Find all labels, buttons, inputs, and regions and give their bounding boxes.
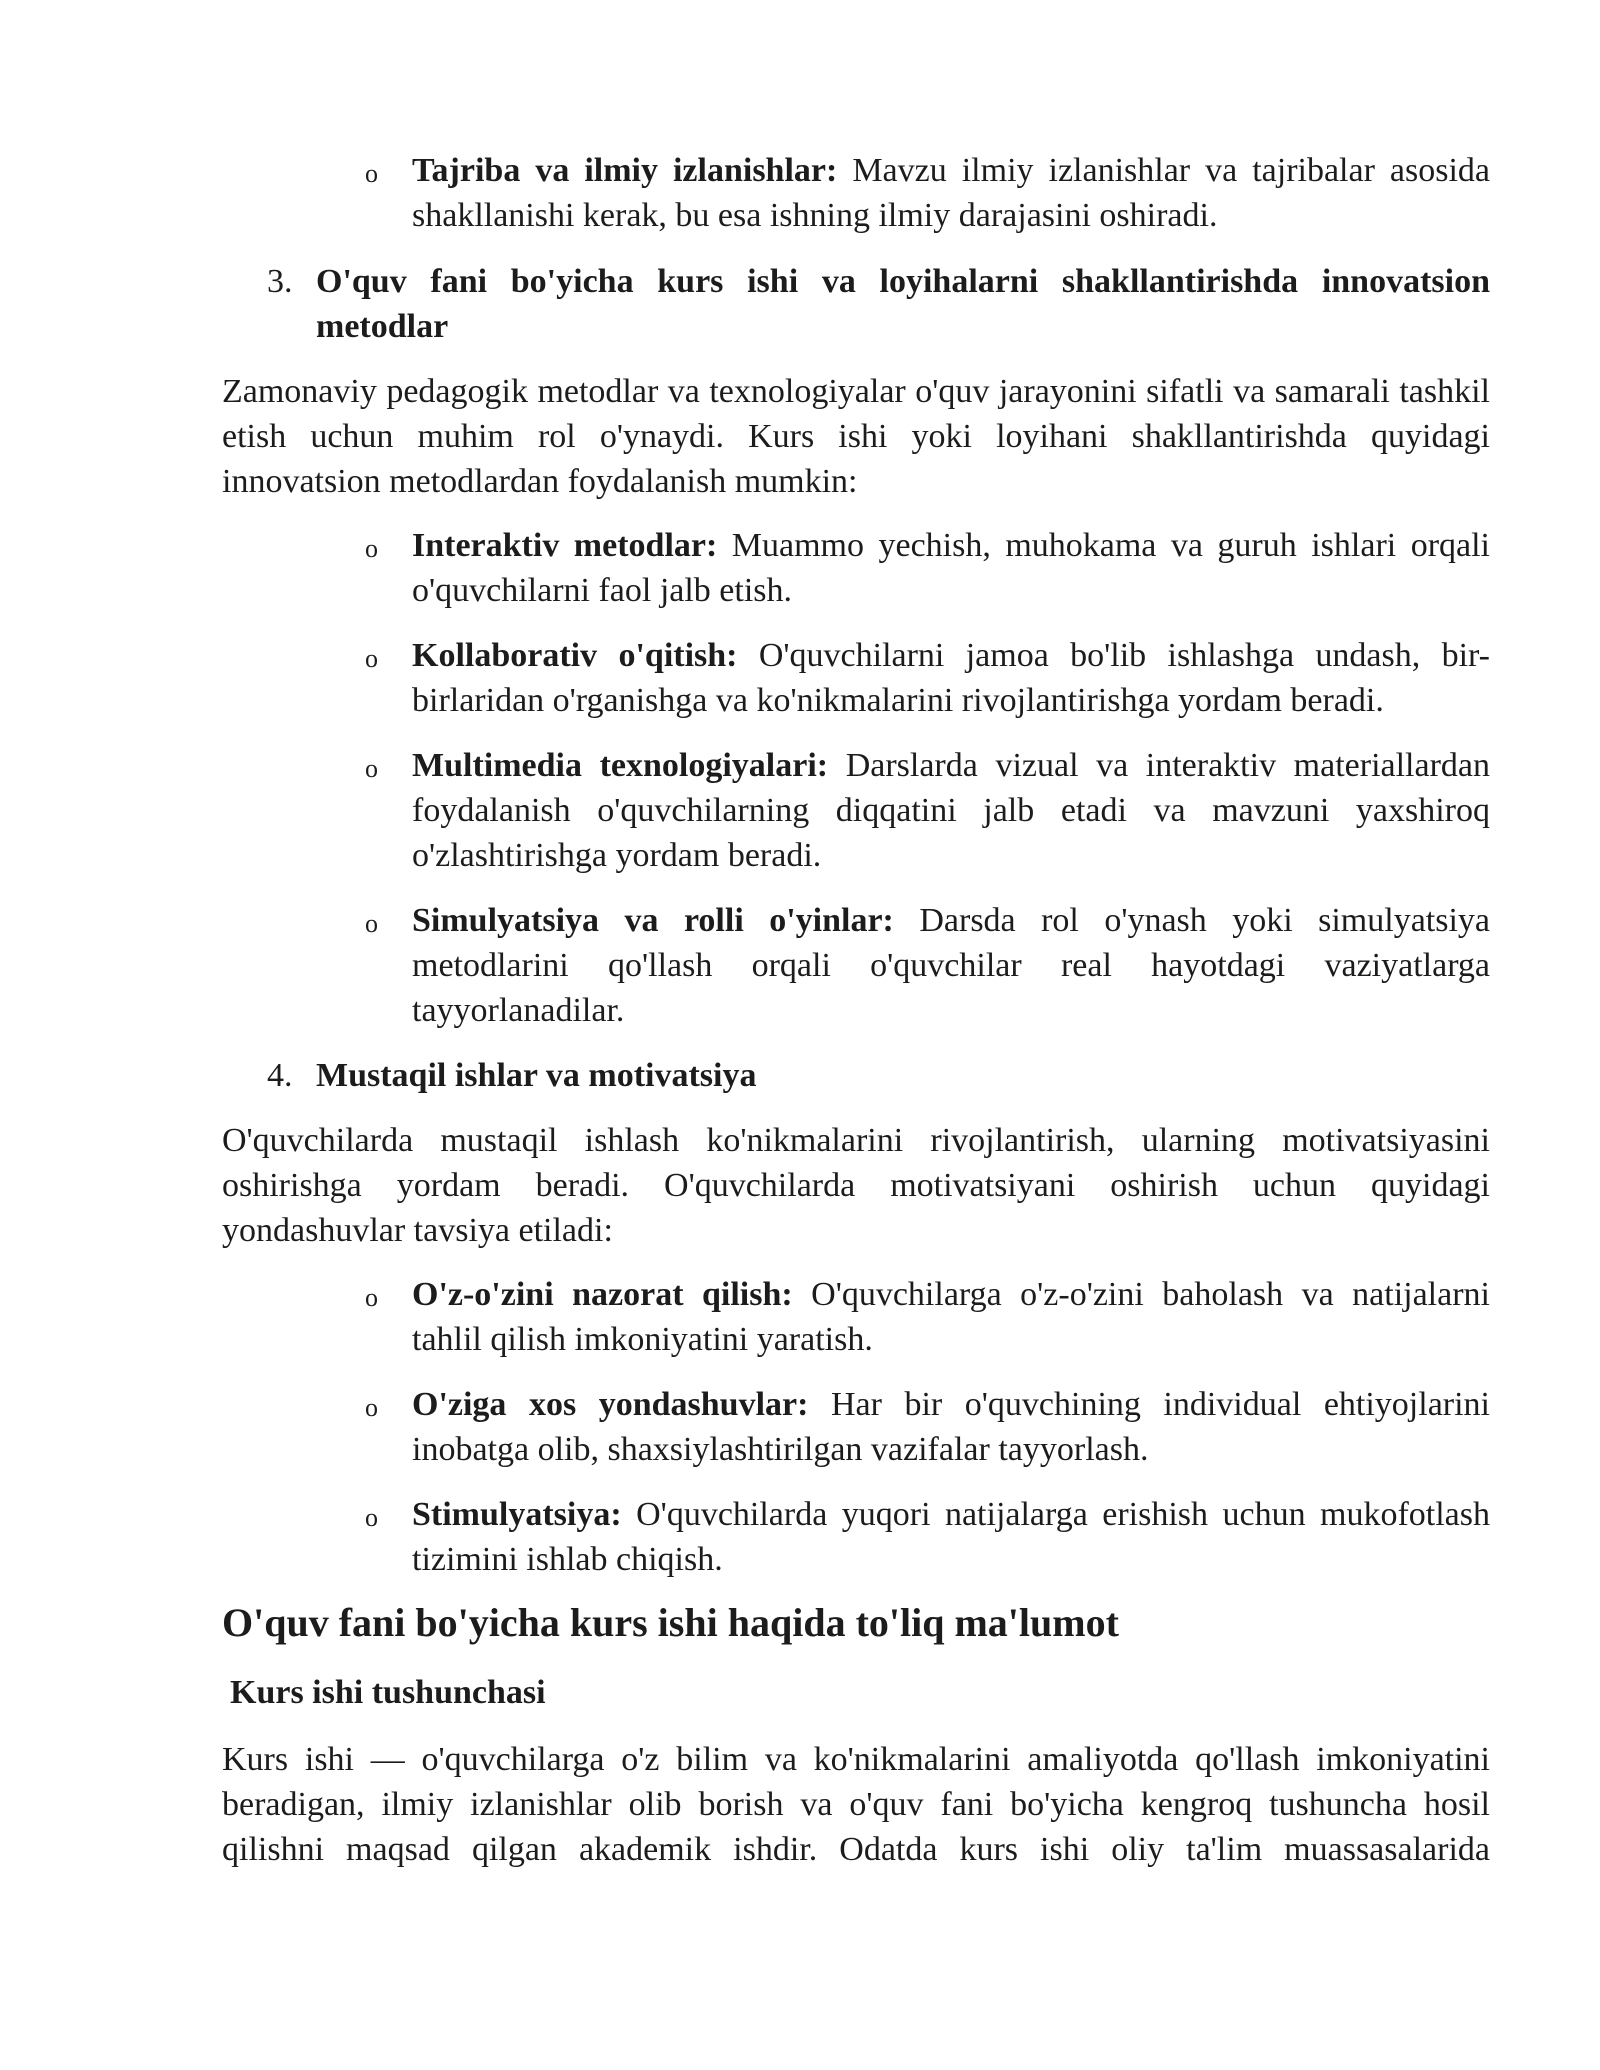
- numbered-heading-innovatsion: O'quv fani bo'yicha kurs ishi va loyihalarni shakllantirishda innovatsion metodlar: [316, 263, 1490, 345]
- bullet-item-multimedia: [412, 743, 1490, 878]
- paragraph-kurs-ishi: Kurs ishi — o'quvchilarga o'z bilim va ko'nikmalarini amaliyotda qo'llash imkoniyatini beradigan, ilmiy izlanishlar olib borish va o'quv fani bo'yicha kengroq tushuncha hosil qilishni maqsad qilgan akademik ishdir. Odatda kurs ishi oliy ta'lim muassasalarida: [222, 1741, 1490, 1868]
- bullet-term: Stimulyatsiya:: [412, 1496, 622, 1533]
- bullet-term: Kollaborativ o'qitish:: [412, 637, 738, 674]
- numbered-heading-mustaqil: Mustaqil ishlar va motivatsiya: [316, 1057, 757, 1094]
- bullet-marker: o: [365, 909, 378, 938]
- bullet-item-nazorat: [412, 1272, 1490, 1362]
- bullet-description: Har bir o'quvchining individual ehtiyojlarini inobatga olib, shaxsiylashtirilgan vazifalar tayyorlash.: [412, 1386, 1491, 1468]
- bullet-description: O'quvchilarga o'z-o'zini baholash va natijalarni tahlil qilish imkoniyatini yaratish.: [412, 1276, 1490, 1358]
- bullet-item-interaktiv: [412, 523, 1490, 613]
- list-number: 4.: [267, 1057, 293, 1094]
- bullet-marker: o: [365, 754, 378, 783]
- bullet-term: Interaktiv metodlar:: [412, 527, 718, 564]
- bullet-item-tajriba: [412, 148, 1490, 238]
- bullet-description: O'quvchilarda yuqori natijalarga erishish uchun mukofotlash tizimini ishlab chiqish.: [412, 1496, 1490, 1578]
- bullet-marker: o: [365, 1283, 378, 1312]
- paragraph-innovatsion-intro: Zamonaviy pedagogik metodlar va texnologiyalar o'quv jarayonini sifatli va samarali tashkil etish uchun muhim rol o'ynaydi. Kurs ishi yoki loyihani shakllantirishda quyidagi innovatsion metodlardan foydalanish mumkin:: [222, 373, 1490, 500]
- bullet-item-kollaborativ: [412, 633, 1490, 723]
- bullet-item-simulyatsiya: [412, 898, 1490, 1033]
- list-number: 3.: [267, 263, 293, 300]
- bullet-term: Multimedia texnologiyalari:: [412, 747, 829, 784]
- bullet-term: Tajriba va ilmiy izlanishlar:: [412, 152, 838, 189]
- bullet-term: Simulyatsiya va rolli o'yinlar:: [412, 902, 894, 939]
- bullet-item-yondashuvlar: [412, 1382, 1490, 1472]
- bullet-description: Darsda rol o'ynash yoki simulyatsiya metodlarini qo'llash orqali o'quvchilar real hayotdagi vaziyatlarga tayyorlanadilar.: [412, 902, 1491, 1029]
- bullet-marker: o: [365, 159, 378, 188]
- bullet-marker: o: [365, 644, 378, 673]
- bullet-description: Mavzu ilmiy izlanishlar va tajribalar asosida shakllanishi kerak, bu esa ishning ilmiy darajasini oshiradi.: [412, 152, 1491, 234]
- bullet-marker: o: [365, 534, 378, 563]
- paragraph-motivatsiya-intro: O'quvchilarda mustaqil ishlash ko'nikmalarini rivojlantirish, ularning motivatsiyasini oshirishga yordam beradi. O'quvchilarda motivatsiyani oshirish uchun quyidagi yondashuvlar tavsiya etiladi:: [222, 1122, 1490, 1249]
- bullet-marker: o: [365, 1393, 378, 1422]
- bullet-description: Muammo yechish, muhokama va guruh ishlari orqali o'quvchilarni faol jalb etish.: [412, 527, 1490, 609]
- bullet-description: Darslarda vizual va interaktiv materiallardan foydalanish o'quvchilarning diqqatini jalb etadi va mavzuni yaxshiroq o'zlashtirishga yordam beradi.: [412, 747, 1490, 874]
- bullet-description: O'quvchilarni jamoa bo'lib ishlashga undash, bir-birlaridan o'rganishga va ko'nikmalarini rivojlantirishga yordam beradi.: [412, 637, 1491, 719]
- bullet-term: O'z-o'zini nazorat qilish:: [412, 1276, 793, 1313]
- bullet-item-stimulyatsiya: [412, 1492, 1490, 1582]
- bullet-term: O'ziga xos yondashuvlar:: [412, 1386, 809, 1423]
- subsection-heading: Kurs ishi tushunchasi: [230, 1674, 546, 1711]
- section-heading: O'quv fani bo'yicha kurs ishi haqida to'liq ma'lumot: [222, 1600, 1119, 1645]
- bullet-marker: o: [365, 1503, 378, 1532]
